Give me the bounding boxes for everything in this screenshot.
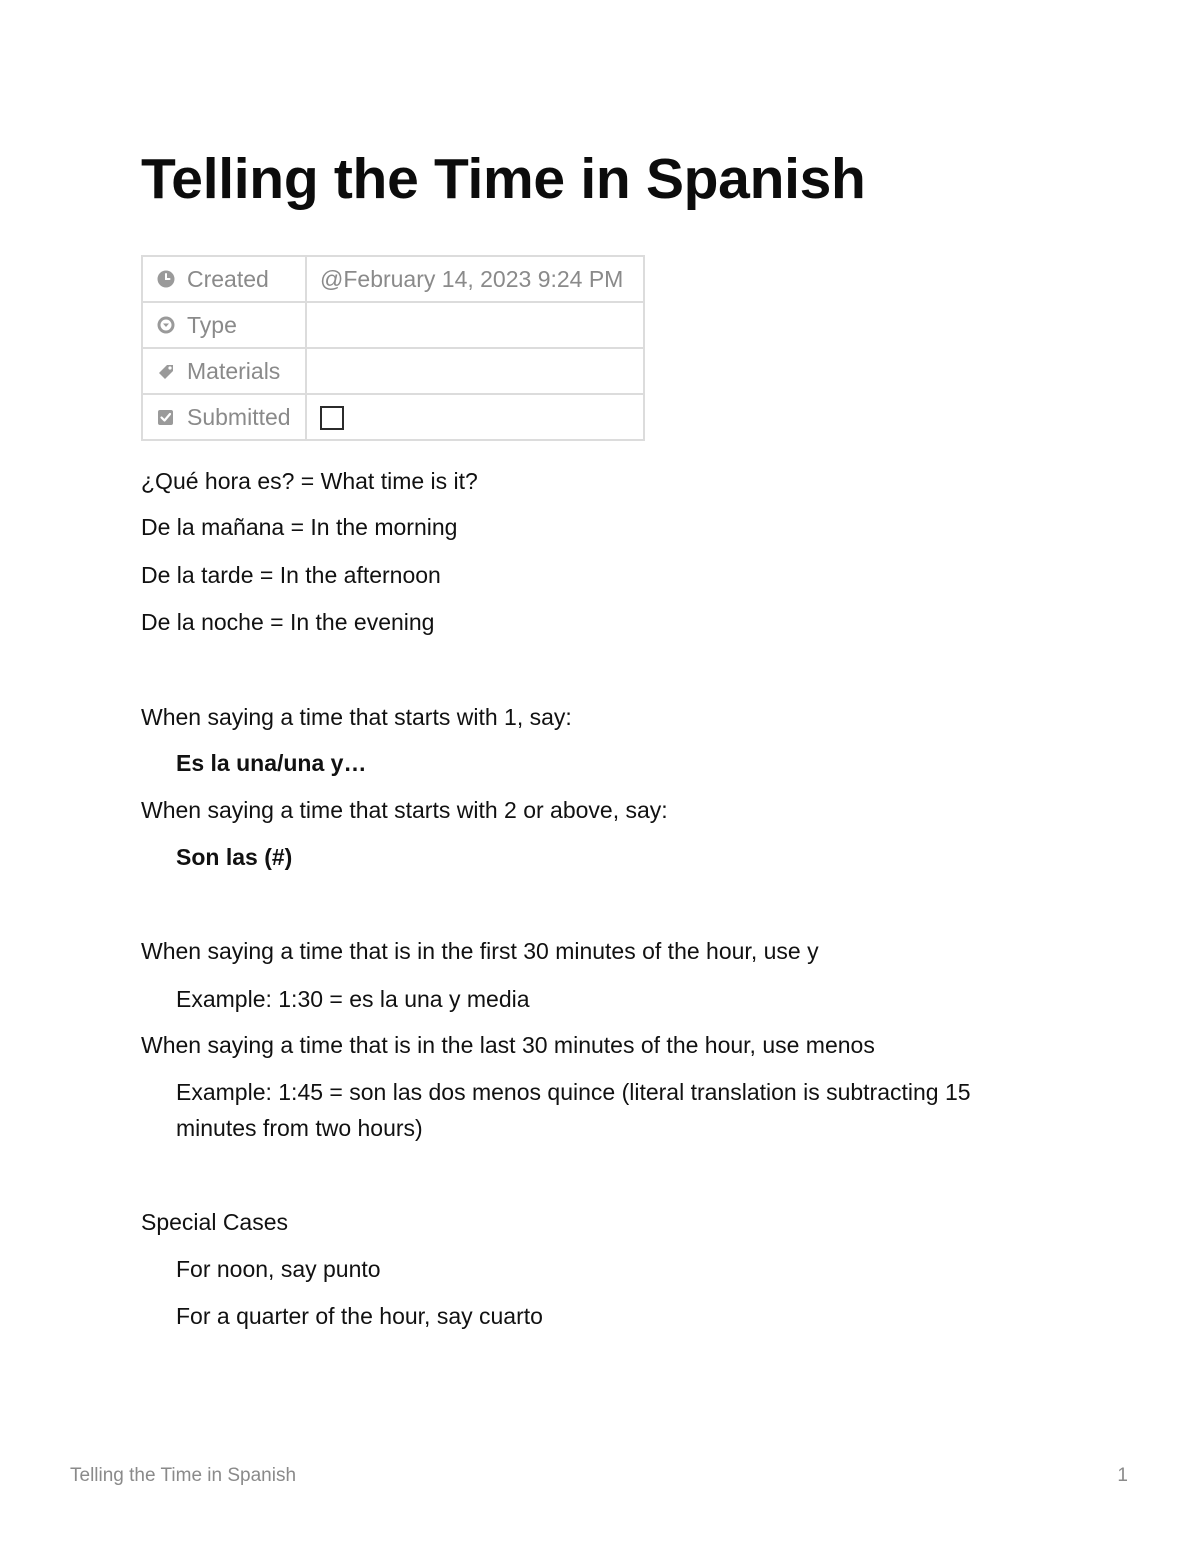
property-value-created[interactable]: @February 14, 2023 9:24 PM bbox=[306, 256, 644, 302]
rule-one-phrase: Es la una/una y… bbox=[176, 750, 367, 776]
special-case-item: For a quarter of the hour, say cuarto bbox=[176, 1303, 543, 1329]
special-case-item: For noon, say punto bbox=[176, 1256, 381, 1282]
vocab-item: De la mañana = In the morning bbox=[141, 514, 458, 540]
vocab-item: De la tarde = In the afternoon bbox=[141, 562, 441, 588]
rule-first-half-example: Example: 1:30 = es la una y media bbox=[176, 986, 530, 1012]
property-row-materials bbox=[142, 348, 644, 394]
properties-table bbox=[141, 255, 645, 441]
property-label: Type bbox=[187, 311, 237, 338]
property-row-created bbox=[142, 256, 644, 302]
property-label: Submitted bbox=[187, 403, 291, 430]
vocab-item: ¿Qué hora es? = What time is it? bbox=[141, 468, 478, 494]
rule-last-half-intro: When saying a time that is in the last 30 minutes of the hour, use menos bbox=[141, 1032, 875, 1058]
rule-two-phrase: Son las (#) bbox=[176, 844, 293, 870]
rule-two-intro: When saying a time that starts with 2 or above, say: bbox=[141, 797, 668, 823]
checkbox-icon bbox=[155, 406, 177, 428]
property-value-type[interactable] bbox=[306, 302, 644, 348]
vocab-item: De la noche = In the evening bbox=[141, 609, 435, 635]
property-label: Materials bbox=[187, 357, 281, 384]
property-label: Created bbox=[187, 265, 269, 292]
clock-icon bbox=[155, 268, 177, 290]
property-key-materials bbox=[142, 348, 306, 394]
tag-icon bbox=[155, 360, 177, 382]
rule-one-intro: When saying a time that starts with 1, say: bbox=[141, 704, 572, 730]
property-key-type bbox=[142, 302, 306, 348]
property-key-created bbox=[142, 256, 306, 302]
select-icon bbox=[155, 314, 177, 336]
property-value-submitted bbox=[306, 394, 644, 440]
special-cases-heading: Special Cases bbox=[141, 1209, 289, 1235]
footer-title: Telling the Time in Spanish bbox=[70, 1465, 297, 1486]
property-row-submitted bbox=[142, 394, 644, 440]
property-value-materials[interactable] bbox=[306, 348, 644, 394]
property-row-type bbox=[142, 302, 644, 348]
rule-first-half-intro: When saying a time that is in the first 30 minutes of the hour, use y bbox=[141, 938, 819, 964]
submitted-checkbox[interactable] bbox=[320, 406, 344, 430]
page-title: Telling the Time in Spanish bbox=[141, 147, 866, 211]
property-key-submitted bbox=[142, 394, 306, 440]
footer-page-number: 1 bbox=[1117, 1465, 1128, 1486]
rule-last-half-example: Example: 1:45 = son las dos menos quince (literal translation is subtracting 15 minutes from two hours) bbox=[176, 1079, 971, 1141]
